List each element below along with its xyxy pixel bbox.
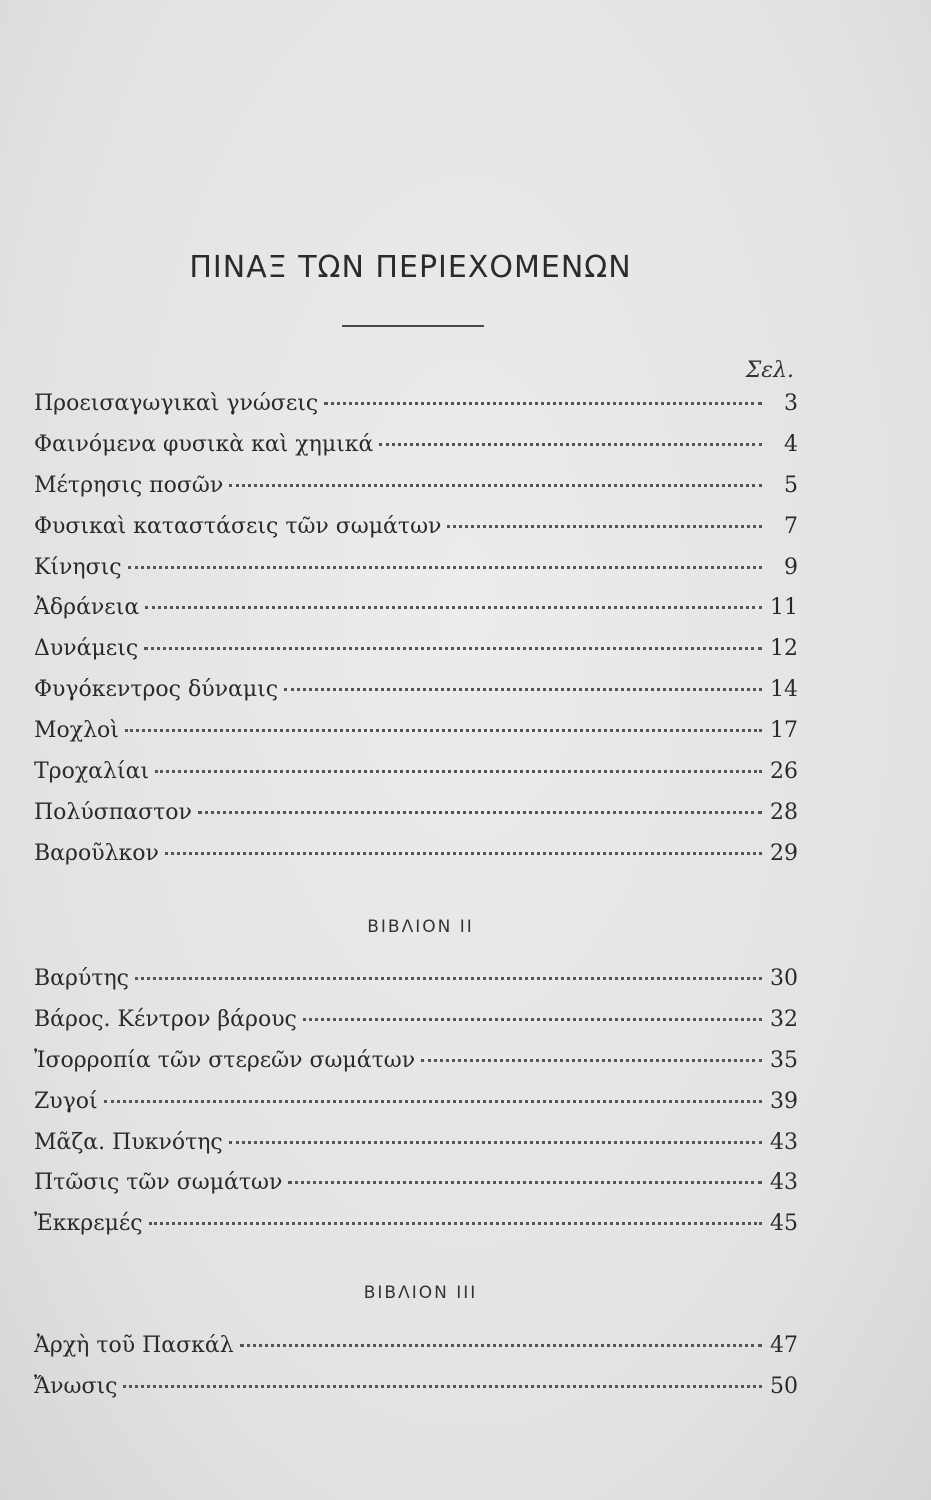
entry-label: Πτῶσις τῶν σωμάτων [34, 1170, 283, 1196]
entry-page: 47 [770, 1333, 798, 1358]
dot-leader [125, 729, 762, 732]
toc-section-3 [34, 1333, 798, 1415]
entry-page: 26 [770, 759, 798, 785]
dot-leader [128, 566, 762, 569]
toc-entry [34, 636, 798, 677]
dot-leader [284, 688, 762, 691]
dot-leader [421, 1059, 762, 1062]
toc-entry [34, 841, 798, 882]
dot-leader [303, 1018, 762, 1021]
toc-entry [34, 595, 798, 636]
toc-entry [34, 432, 798, 473]
dot-leader [149, 1222, 762, 1225]
entry-label: Κίνησις [34, 554, 122, 580]
dot-leader [324, 402, 762, 405]
entry-page: 28 [770, 799, 798, 825]
toc-entry [34, 1048, 798, 1089]
toc-entry [34, 1333, 798, 1374]
entry-page: 4 [784, 431, 798, 457]
entry-page: 50 [770, 1373, 798, 1399]
entry-page: 30 [770, 966, 798, 991]
entry-page: 43 [770, 1170, 798, 1196]
entry-label: Ἄνωσις [34, 1373, 118, 1399]
dot-leader [123, 1385, 762, 1388]
book-heading-3: ΒΙΒΛΙΟΝ ΙΙΙ [363, 1283, 478, 1303]
entry-page: 9 [784, 554, 798, 580]
toc-section-1 [34, 391, 798, 882]
entry-label: Προεισαγωγικαὶ γνώσεις [34, 391, 319, 416]
dot-leader [104, 1100, 762, 1103]
entry-page: 45 [770, 1211, 798, 1237]
toc-entry [34, 1007, 798, 1048]
dot-leader [379, 443, 762, 446]
entry-page: 39 [770, 1088, 798, 1114]
toc-entry [34, 1211, 798, 1252]
toc-entry [34, 555, 798, 596]
entry-page: 17 [770, 718, 798, 744]
entry-page: 14 [770, 677, 798, 703]
dot-leader [155, 770, 762, 773]
toc-entry [34, 966, 798, 1007]
dot-leader [288, 1181, 762, 1184]
title-rule [342, 325, 484, 327]
entry-label: Ἐκκρεμές [34, 1211, 143, 1237]
entry-label: Τροχαλίαι [34, 759, 150, 785]
dot-leader [198, 811, 762, 814]
entry-label: Μέτρησις ποσῶν [34, 472, 224, 498]
page-column-label: Σελ. [745, 358, 794, 383]
entry-page: 3 [784, 391, 798, 416]
toc-entry [34, 1130, 798, 1171]
toc-section-2 [34, 966, 798, 1252]
toc-entry [34, 759, 798, 800]
toc-entry [34, 800, 798, 841]
dot-leader [145, 606, 762, 609]
entry-label: Ζυγοί [34, 1088, 98, 1114]
entry-page: 29 [770, 840, 798, 866]
entry-label: Ἀρχὴ τοῦ Πασκάλ [34, 1333, 234, 1358]
page-title: ΠΙΝΑΞ ΤΩΝ ΠΕΡΙΕΧΟΜΕΝΩΝ [189, 250, 632, 285]
toc-entry [34, 1374, 798, 1415]
entry-label: Πολύσπαστον [34, 799, 192, 825]
toc-entry [34, 718, 798, 759]
dot-leader [229, 1141, 762, 1144]
entry-label: Φυγόκεντρος δύναμις [34, 677, 279, 703]
toc-entry [34, 1089, 798, 1130]
entry-label: Ἰσορροπία τῶν στερεῶν σωμάτων [34, 1047, 416, 1073]
toc-entry [34, 1170, 798, 1211]
toc-entry [34, 391, 798, 432]
dot-leader [229, 484, 762, 487]
entry-page: 5 [784, 472, 798, 498]
toc-entry [34, 677, 798, 718]
dot-leader [144, 647, 762, 650]
entry-label: Φαινόμενα φυσικὰ καὶ χημικά [34, 431, 374, 457]
entry-page: 12 [770, 636, 798, 662]
entry-label: Μᾶζα. Πυκνότης [34, 1129, 223, 1155]
dot-leader [240, 1344, 762, 1347]
entry-label: Βαροῦλκον [34, 840, 159, 866]
entry-label: Βάρος. Κέντρον βάρους [34, 1006, 297, 1032]
entry-label: Μοχλοὶ [34, 718, 119, 744]
entry-page: 35 [770, 1047, 798, 1073]
entry-page: 32 [770, 1006, 798, 1032]
dot-leader [165, 852, 762, 855]
entry-page: 7 [784, 513, 798, 539]
entry-label: Φυσικαὶ καταστάσεις τῶν σωμάτων [34, 513, 442, 539]
entry-label: Ἀδράνεια [34, 595, 140, 621]
toc-entry [34, 473, 798, 514]
entry-page: 43 [770, 1129, 798, 1155]
dot-leader [447, 525, 762, 528]
entry-label: Βαρύτης [34, 966, 130, 991]
entry-page: 11 [770, 595, 798, 621]
book-heading-2: ΒΙΒΛΙΟΝ ΙΙ [367, 917, 474, 937]
entry-label: Δυνάμεις [34, 636, 139, 662]
toc-entry [34, 514, 798, 555]
dot-leader [135, 977, 762, 980]
